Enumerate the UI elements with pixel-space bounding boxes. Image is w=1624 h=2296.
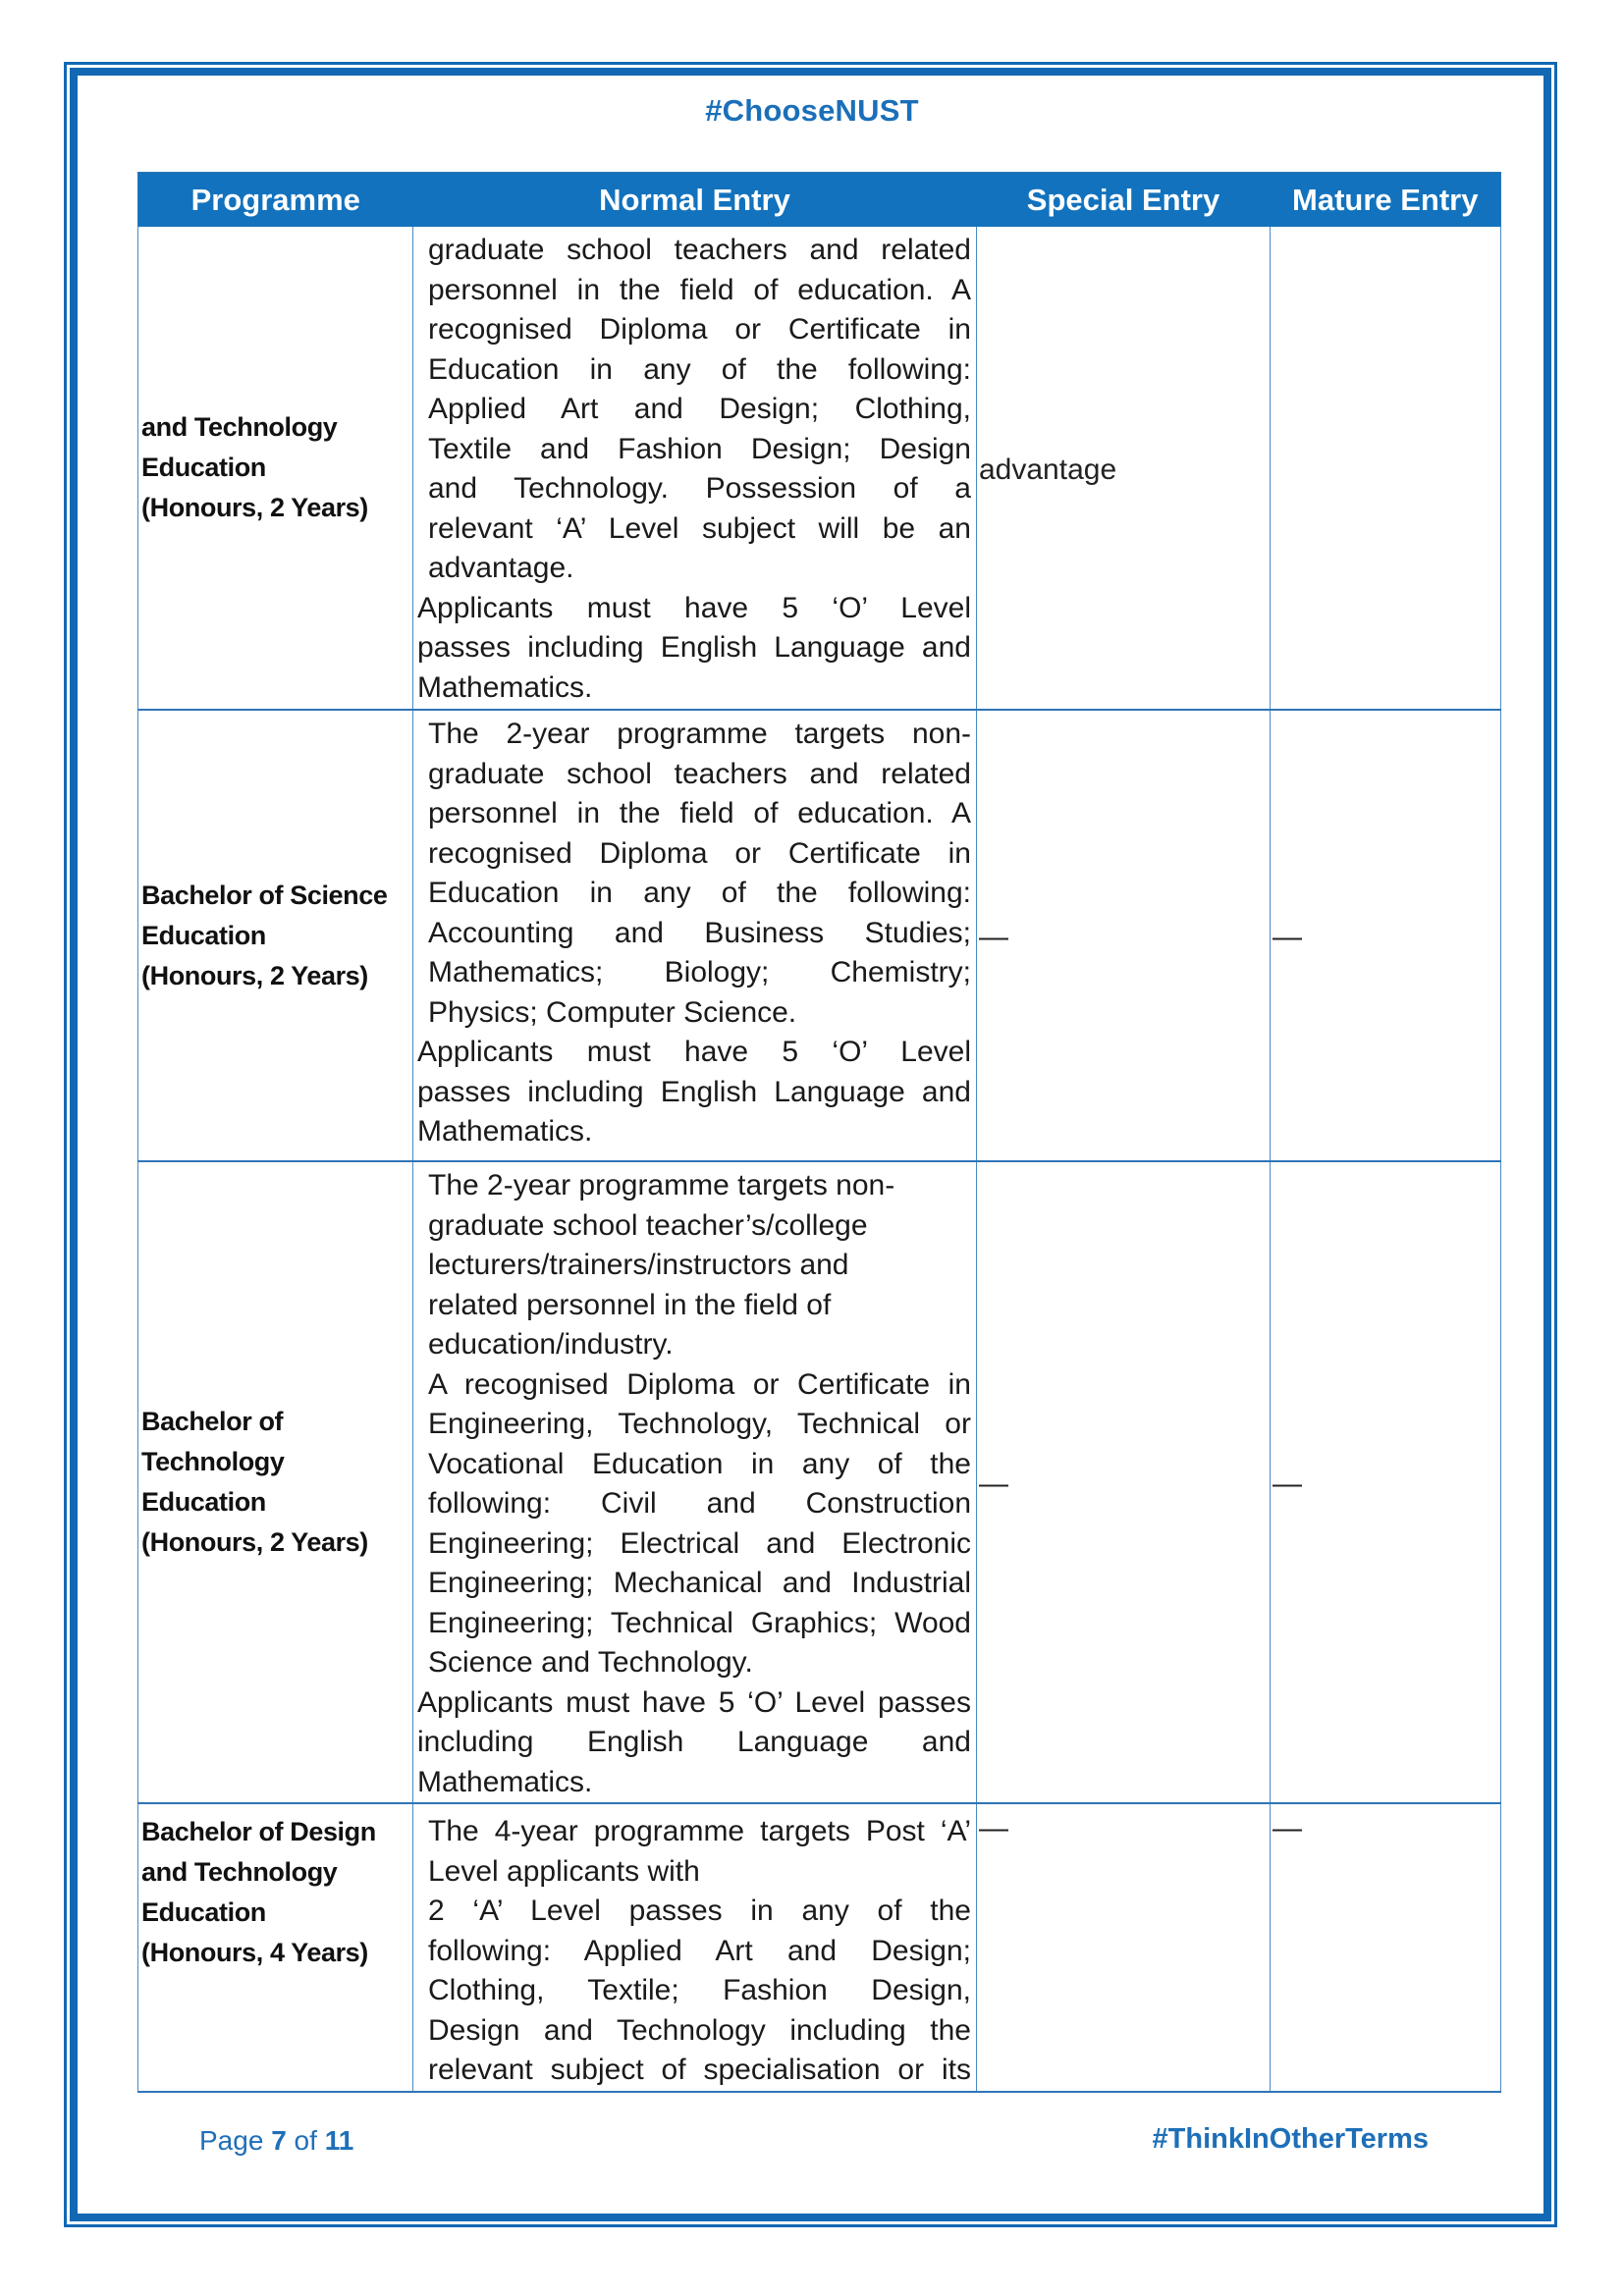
special-entry-cell: — <box>977 1803 1271 2092</box>
mature-entry-cell: — <box>1271 1161 1501 1803</box>
column-header-normal-entry: Normal Entry <box>413 173 977 228</box>
column-header-mature-entry: Mature Entry <box>1271 173 1501 228</box>
document-title: #ChooseNUST <box>705 93 919 128</box>
table-row <box>138 227 1501 710</box>
footer-hashtag: #ThinkInOtherTerms <box>1152 2123 1429 2155</box>
column-header-special-entry: Special Entry <box>977 173 1271 228</box>
of-label: of <box>294 2125 317 2156</box>
page-number: 7 <box>271 2125 287 2156</box>
special-entry-cell: — <box>977 1161 1271 1803</box>
programme-cell: Bachelor of Design and Technology Education (Honours, 4 Years) <box>138 1803 413 2092</box>
special-entry-cell: — <box>977 710 1271 1161</box>
normal-entry-cell: graduate school teachers and related personnel in the field of education. A recognised Diploma or Certificate in Education in any of the following: Applied Art and Design; Clothing, Textile and Fashion Design; Design and Technology. Possession of a relevant ‘A’ Level subject will be an advantage. Applicants must have 5 ‘O’ Level passes including English Language and Mathematics. <box>413 227 977 710</box>
page-label: Page <box>199 2125 264 2156</box>
total-pages: 11 <box>324 2125 354 2156</box>
mature-entry-cell <box>1271 227 1501 710</box>
page-number-indicator <box>199 2125 353 2157</box>
programme-cell: Bachelor of Technology Education (Honours, 2 Years) <box>138 1161 413 1803</box>
table-row <box>138 1803 1501 2092</box>
special-entry-cell: advantage <box>977 227 1271 710</box>
programme-requirements-table <box>137 172 1501 2093</box>
mature-entry-cell: — <box>1271 710 1501 1161</box>
table-row <box>138 1161 1501 1803</box>
normal-entry-cell: The 4-year programme targets Post ‘A’ Level applicants with 2 ‘A’ Level passes in any of the following: Applied Art and Design; Clothing, Textile; Fashion Design, Design and Technology including the relevant subject of specialisation or its <box>413 1803 977 2092</box>
programme-cell: and Technology Education (Honours, 2 Years) <box>138 227 413 710</box>
table-header-row <box>138 173 1501 228</box>
table-row <box>138 710 1501 1161</box>
normal-entry-cell: The 2-year programme targets non- graduate school teachers and related personnel in the field of education. A recognised Diploma or Certificate in Education in any of the following: Accounting and Business Studies; Mathematics; Biology; Chemistry; Physics; Computer Science. Applicants must have 5 ‘O’ Level passes including English Language and Mathematics. <box>413 710 977 1161</box>
column-header-programme: Programme <box>138 173 413 228</box>
mature-entry-cell: — <box>1271 1803 1501 2092</box>
normal-entry-cell: The 2-year programme targets non- graduate school teacher’s/college lecturers/trainers/instructors and related personnel in the field of education/industry. A recognised Diploma or Certificate in Engineering, Technology, Technical or Vocational Education in any of the following: Civil and Construction Engineering; Electrical and Electronic Engineering; Mechanical and Industrial Engineering; Technical Graphics; Wood Science and Technology. Applicants must have 5 ‘O’ Level passes including English Language and Mathematics. <box>413 1161 977 1803</box>
programme-cell: Bachelor of Science Education (Honours, 2 Years) <box>138 710 413 1161</box>
